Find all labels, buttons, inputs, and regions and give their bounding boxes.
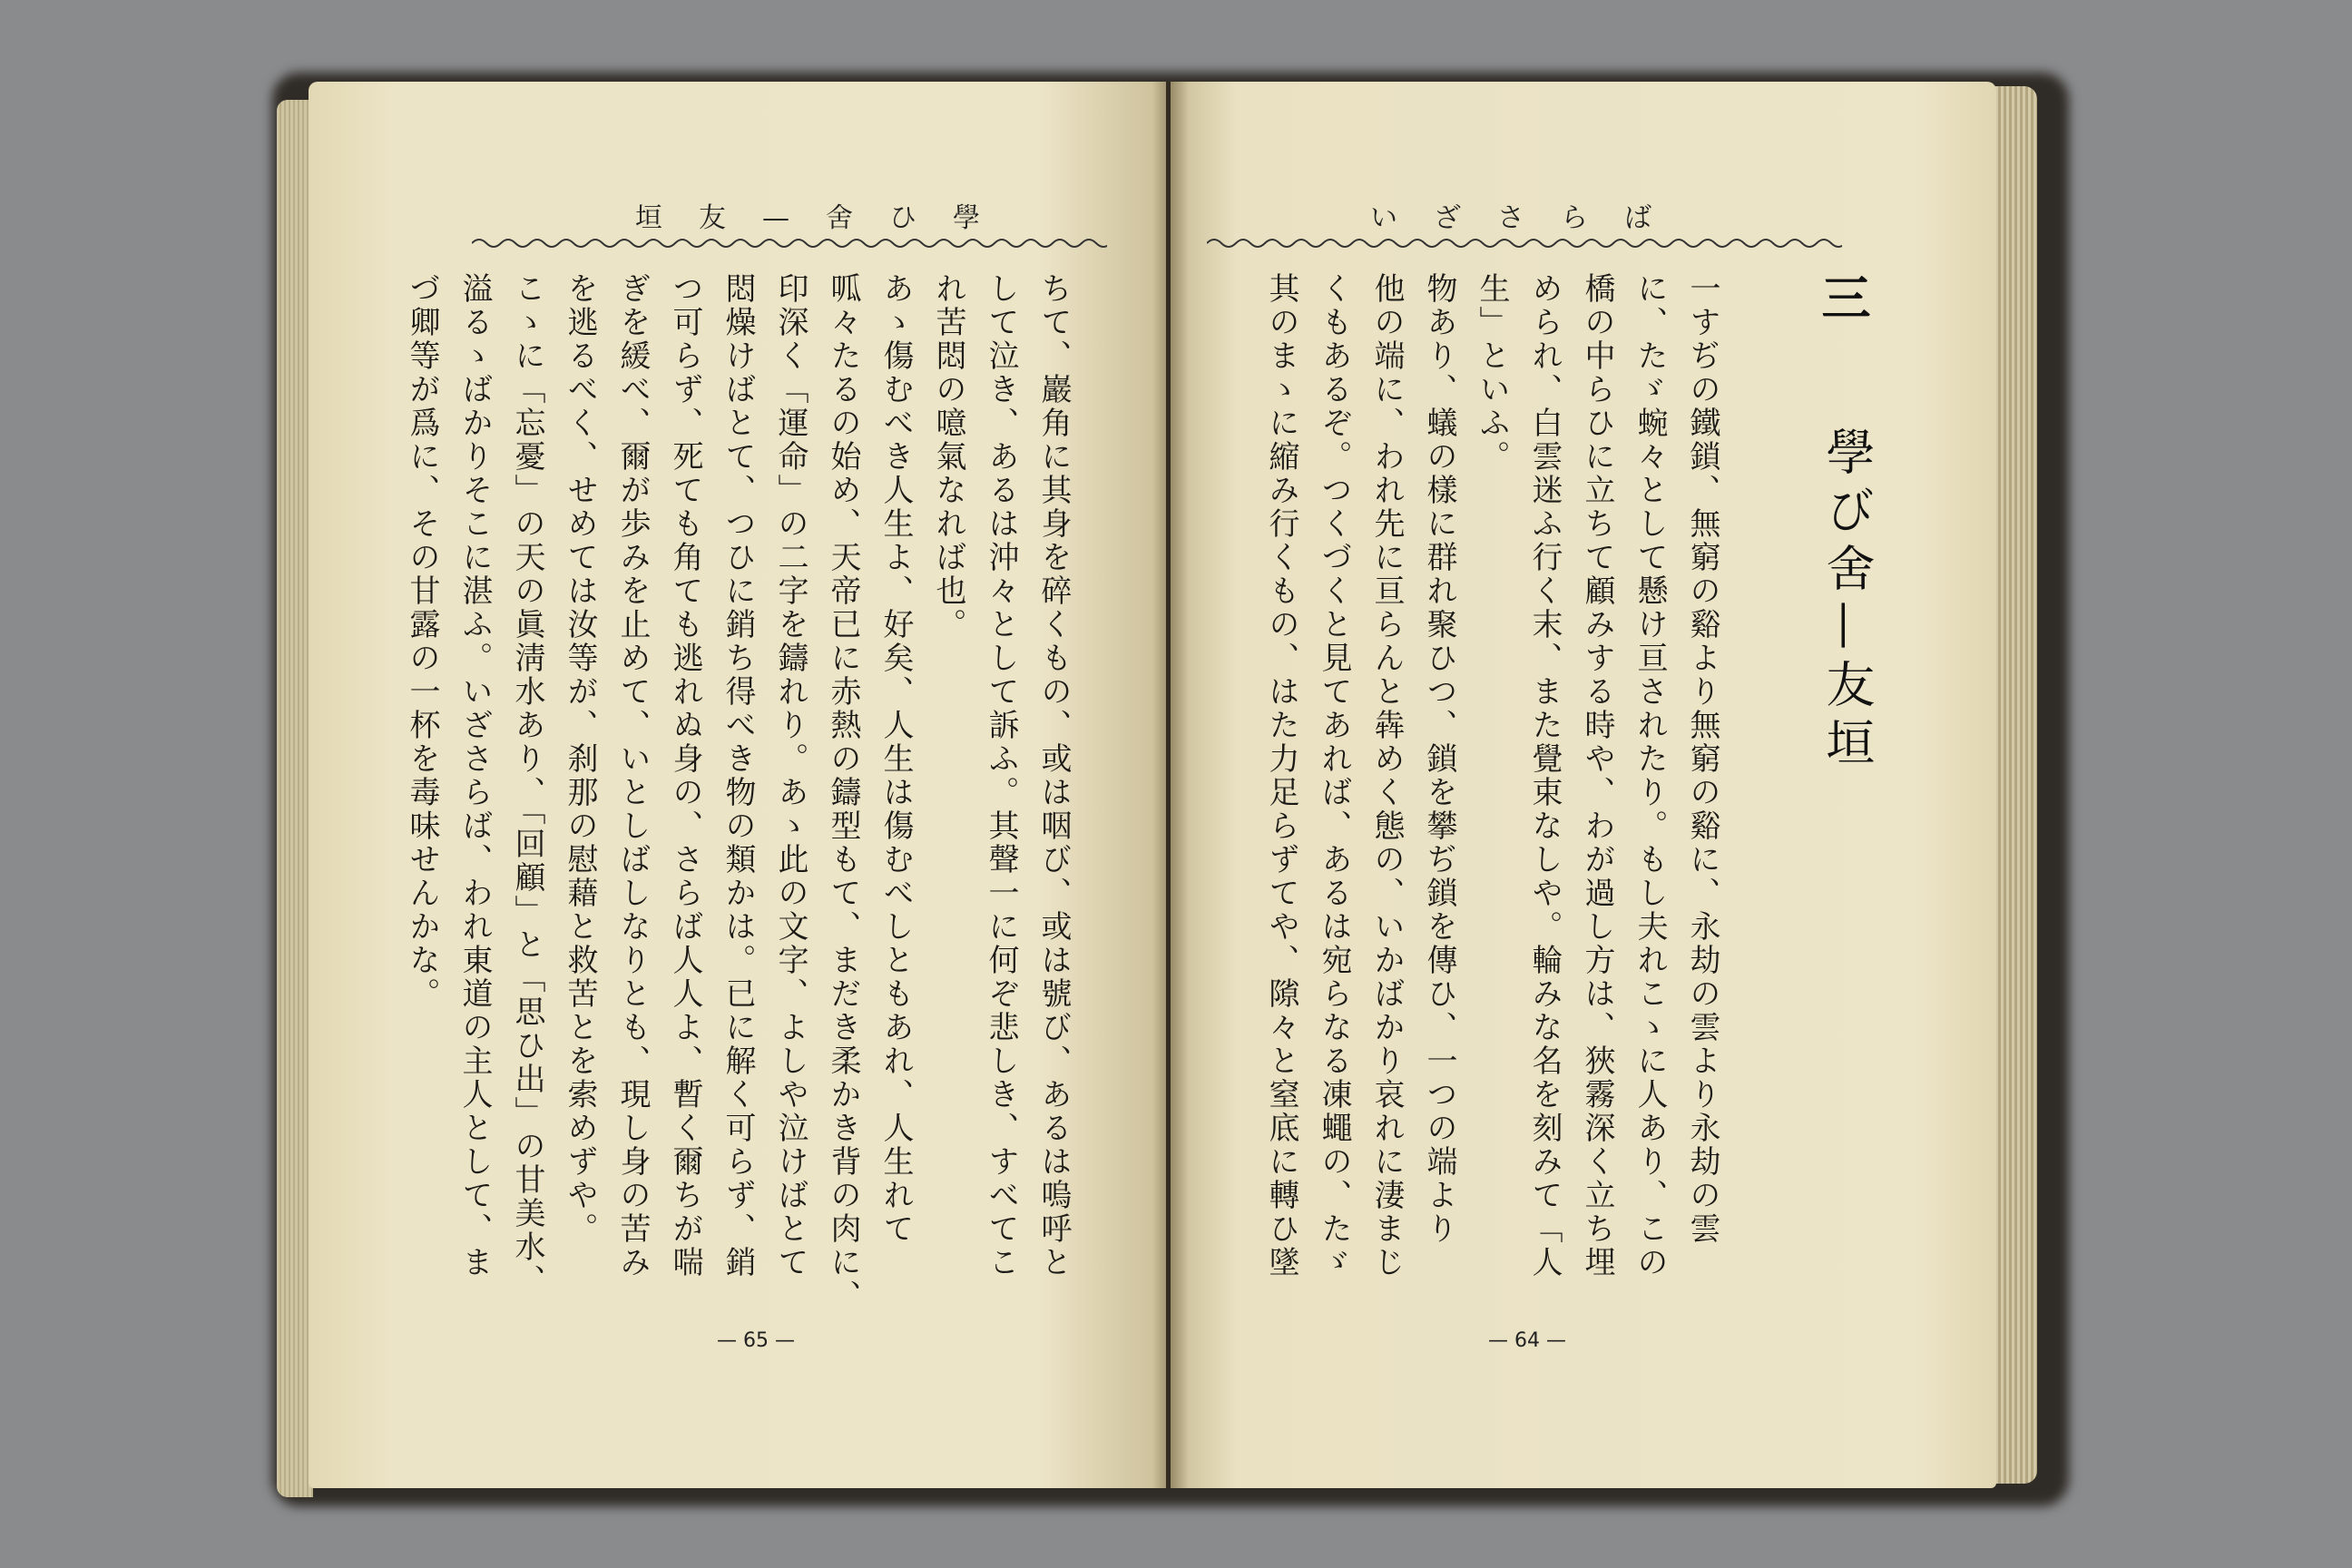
text-column: 印深く「運命」の二字を鑄れり。あゝ此の文字、よしや泣けばとて (772, 272, 808, 1279)
text-column: 一すぢの鐵鎖、無窮の谿より無窮の谿に、永劫の雲より永劫の雲 (1684, 272, 1720, 1246)
right-page-text (1220, 272, 1729, 1316)
text-column: つ可らず、死ても角ても逃れぬ身の、さらば人人よ、暫く爾ちが喘 (667, 272, 703, 1279)
text-column: して泣き、あるは沖々として訴ふ。其聲一に何ぞ悲しき、すべてこ (983, 272, 1019, 1279)
text-column: れ苦悶の噫氣なれば也。 (930, 272, 966, 642)
chapter-number: 三 (1814, 272, 1872, 321)
wavy-rule-left (472, 234, 1107, 252)
text-column: あゝ傷むべき人生よ、好矣、人生は傷むべしともあれ、人生れて (877, 272, 914, 1246)
book-gutter (1152, 82, 1189, 1488)
page-edges-left (277, 100, 313, 1497)
page-number-left: — 65 — (717, 1329, 795, 1352)
text-column: ちて、巖角に其身を碎くもの、或は咽び、或は號び、あるは嗚呼と (1035, 272, 1072, 1279)
text-column: こゝに「忘憂」の天の眞淸水あり、「回顧」と「思ひ出」の甘美水、 (509, 272, 545, 1298)
text-column: に、たゞ蜿々として懸け亘されたり。もし夫れこゝに人あり、この (1632, 272, 1668, 1279)
text-column: づ卿等が爲に、その甘露の一杯を毒味せんかな。 (404, 272, 440, 1011)
chapter-title: 學び舍—友垣 (1818, 426, 1876, 775)
text-column: 悶燥けばとて、つひに銷ち得べき物の類かは。已に解く可らず、銷 (720, 272, 756, 1279)
left-page-text (404, 272, 1080, 1316)
text-column: くもあるぞ。つくづくと見てあれば、あるは宛らなる凍蠅の、たゞ (1316, 272, 1352, 1279)
text-column: 他の端に、われ先に亘らんと犇めく態の、いかばかり哀れに淒まじ (1368, 272, 1405, 1279)
running-head-right: いざさらば (1370, 202, 1688, 234)
text-column: ぎを緩べ、爾が歩みを止めて、いとしばしなりとも、現し身の苦み (614, 272, 651, 1279)
text-column: 溢るゝばかりそこに湛ふ。いざさらば、われ東道の主人として、ま (456, 272, 493, 1279)
running-head-left: 垣友—舍ひ學 (635, 202, 1016, 234)
text-column: 呱々たるの始め、天帝已に赤熱の鑄型もて、まだき柔かき背の肉に、 (825, 272, 861, 1313)
text-column: められ、白雲迷ふ行く末、また覺束なしや。輪みな名を刻みて「人 (1526, 272, 1563, 1279)
page-number-right: — 64 — (1488, 1329, 1566, 1352)
wavy-rule-right (1207, 234, 1842, 252)
text-column: 橋の中らひに立ちて顧みする時や、わが過し方は、狹霧深く立ち埋 (1579, 272, 1615, 1279)
text-column: を逃るべく、せめては汝等が、刹那の慰藉と救苦とを索めずや。 (562, 272, 598, 1246)
text-column: 生」といふ。 (1474, 272, 1510, 474)
text-column: 物あり、蟻の樣に群れ聚ひつ、鎖を攀ぢ鎖を傳ひ、一つの端より (1421, 272, 1457, 1246)
text-column: 其のまゝに縮み行くもの、はた力足らずてや、𨻶々と窒底に轉ひ墜 (1263, 272, 1299, 1279)
